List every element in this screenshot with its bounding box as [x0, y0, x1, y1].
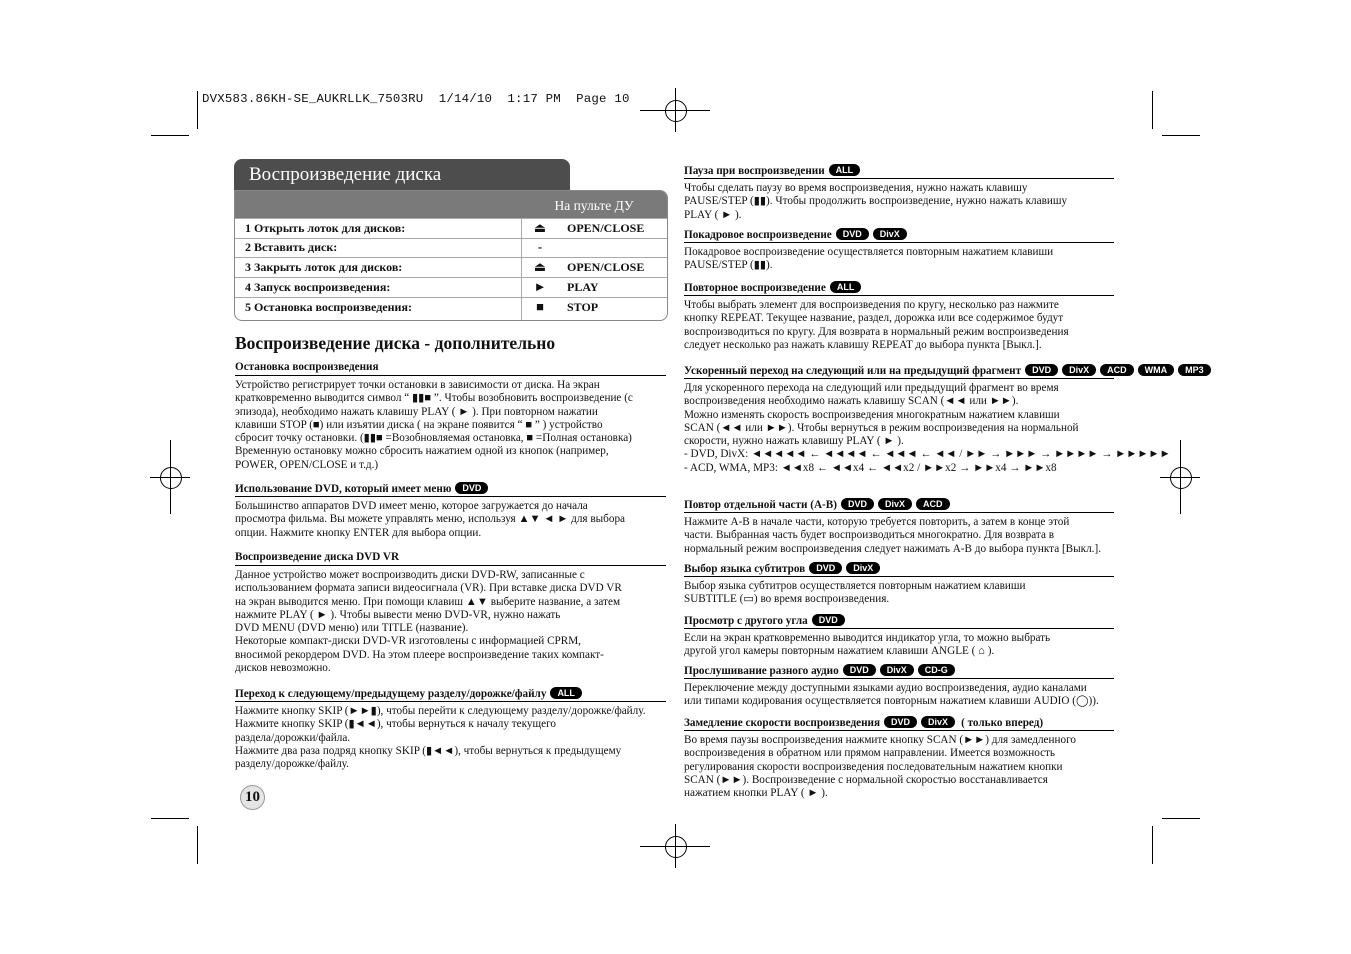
section-heading-text: Пауза при воспроизведении — [684, 165, 825, 177]
disc-type-badge: DVD — [843, 664, 876, 676]
section-body — [684, 299, 1134, 352]
steps-table — [234, 190, 668, 321]
stop-icon: ■ — [536, 299, 544, 314]
body-line: разделу/дорожке/файлу. — [235, 758, 349, 771]
section-heading-text: Воспроизведение диска DVD VR — [235, 551, 400, 563]
disc-type-badge: ALL — [550, 687, 582, 699]
body-line: Устройство регистрирует точки остановки в зависимости от диска. На экран — [235, 379, 600, 391]
section-heading-text: Повторное воспроизведение — [684, 282, 826, 294]
body-line: SUBTITLE (▭) во время воспроизведения. — [684, 593, 890, 606]
body-line: скорости, нужно нажать клавишу PLAY ( ► ). — [684, 435, 904, 448]
body-line: Покадровое воспроизведение осуществляется повторным нажатием клавиши — [684, 246, 1054, 258]
body-line: воспроизведения в обратном или прямом направлении. Имеется возможность — [684, 747, 1056, 760]
table-header-left — [235, 191, 521, 218]
disc-type-badge: DVD — [812, 614, 845, 626]
disc-type-badge: ALL — [830, 281, 862, 293]
section-heading-text: Покадровое воспроизведение — [684, 229, 832, 241]
body-line: раздела/дорожки/файла. — [235, 731, 351, 744]
heading-rule — [235, 701, 666, 702]
body-line: Переключение между доступными языками аудио воспроизведения, аудио каналами — [684, 682, 1087, 694]
heading-rule — [684, 178, 1114, 179]
section-heading-text: Замедление скорости воспроизведения — [684, 717, 881, 729]
section-body — [684, 734, 1134, 800]
section-heading-text: Прослушивание разного аудио — [684, 665, 839, 677]
heading-rule — [684, 678, 1114, 679]
body-line: нажмите PLAY ( ► ). Чтобы вывести меню DVD-VR, нужно нажать — [235, 608, 561, 621]
heading-rule — [235, 496, 666, 497]
body-line: PAUSE/STEP (▮▮). Чтобы продолжить воспроизведение, нужно нажать клавишу — [684, 195, 1068, 208]
body-line: Данное устройство может воспроизводить диски DVD-RW, записанные с — [235, 569, 585, 581]
body-line: воспроизведения необходимо нажать клавишу SCAN (◄◄ или ►►). — [684, 395, 1019, 408]
body-line: Нажмите A-B в начале части, которую требуется повторить, а затем в конце этой — [684, 516, 1070, 528]
disc-type-badge: DVD — [1025, 364, 1058, 376]
body-line: на экран выводится меню. При помощи клавиш ▲▼ выберите название, а затем — [235, 595, 621, 608]
section-heading-text: Ускоренный переход на следующий или на предыдущий фрагмент — [684, 365, 1022, 377]
body-line: Во время паузы воспроизведения нажмите кнопку SCAN (►►) для замедленного — [684, 734, 1076, 746]
disc-type-badge: WMA — [1138, 364, 1175, 376]
eject-icon: ⏏ — [533, 220, 547, 235]
play-icon: ► — [533, 279, 547, 294]
body-line: Можно изменять скорость воспроизведения многократным нажатием клавиши — [684, 408, 1060, 421]
step-label: 2 Вставить диск: — [245, 240, 338, 254]
body-line: воспроизводиться по кругу. Для возврата в нормальный режим воспроизведения — [684, 325, 1069, 338]
heading-rule — [684, 628, 1114, 629]
body-line: опции. Нажмите кнопку ENTER для выбора опции. — [235, 526, 482, 539]
body-line: PLAY ( ► ). — [684, 208, 742, 221]
body-line: Некоторые компакт-диски DVD-VR изготовлены с информацией CPRM, — [235, 635, 581, 648]
body-line: - DVD, DivX: ◄◄◄◄◄ ← ◄◄◄◄ ← ◄◄◄ ← ◄◄ / ►► → ►►► → ►►►► → ►►►►► — [684, 448, 1171, 461]
button-name: OPEN/CLOSE — [567, 260, 645, 274]
table-row — [235, 277, 667, 297]
disc-type-badge: DivX — [873, 228, 907, 240]
body-line: Временную остановку можно сбросить нажатием одной из кнопок (например, — [235, 445, 609, 458]
body-line: SCAN (►►). Воспроизведение с нормальной скоростью восстанавливается — [684, 773, 1048, 786]
disc-type-badge: DivX — [880, 664, 914, 676]
disc-type-badge: DivX — [1062, 364, 1096, 376]
heading-rule — [684, 512, 1114, 513]
section-heading-text: Просмотр с другого угла — [684, 615, 808, 627]
disc-type-badge: CD-G — [918, 664, 955, 676]
section-heading — [235, 551, 666, 563]
heading-rule — [684, 730, 1114, 731]
button-name: OPEN/CLOSE — [567, 221, 645, 235]
heading-rule — [684, 242, 1114, 243]
section-body — [235, 379, 686, 472]
section-subtitle: Воспроизведение диска - дополнительно — [235, 333, 556, 353]
disc-type-badge: ACD — [916, 498, 950, 510]
disc-type-badge: DVD — [809, 562, 842, 574]
section-heading-text: Переход к следующему/предыдущему разделу/дорожке/файлу — [235, 688, 547, 700]
body-line: эпизода), необходимо нажать клавишу PLAY ( ► ). При повторном нажатии — [235, 405, 598, 418]
heading-rule — [684, 378, 1114, 379]
heading-rule — [235, 565, 666, 566]
body-line: нормальный режим воспроизведения следует нажимать A-B до выбора пункта [Выкл.]. — [684, 542, 1101, 555]
disc-type-badge: DivX — [921, 716, 955, 728]
table-row — [235, 218, 667, 238]
section-heading — [235, 687, 666, 700]
step-label: 4 Запуск воспроизведения: — [245, 280, 391, 294]
body-line: POWER, OPEN/CLOSE и т.д.) — [235, 458, 379, 471]
disc-type-badge: DivX — [878, 498, 912, 510]
body-line: Нажмите два раза подряд кнопку SKIP (▮◄◄), чтобы вернуться к предыдущему — [235, 744, 622, 757]
heading-rule — [235, 375, 666, 376]
body-line: клавиши STOP (■) или изъятии диска ( на экране появится “ ■ ” ) устройство — [235, 418, 603, 431]
heading-suffix: ( только вперед) — [961, 717, 1044, 729]
section-heading — [235, 482, 666, 495]
body-line: Если на экран кратковременно выводится индикатор угла, то можно выбрать — [684, 632, 1051, 644]
heading-rule — [684, 576, 1114, 577]
section-body — [235, 500, 686, 540]
button-name: STOP — [567, 300, 599, 314]
section-body — [684, 632, 1134, 659]
section-heading — [684, 562, 1114, 575]
body-line: - ACD, WMA, MP3: ◄◄x8 ← ◄◄x4 ← ◄◄x2 / ►►x2 → ►►x4 → ►►x8 — [684, 461, 1057, 474]
heading-rule — [684, 295, 1114, 296]
body-line: дисков невозможно. — [235, 662, 331, 675]
section-heading — [684, 228, 1114, 241]
section-body — [684, 182, 1134, 222]
body-line: кратковременно выводится символ “ ▮▮■ ”. Чтобы возобновить воспроизведение (с — [235, 392, 633, 405]
section-heading-text: Выбор языка субтитров — [684, 563, 806, 575]
body-line: другой угол камеры повторным нажатием клавиши ANGLE ( ⌂ ). — [684, 645, 995, 658]
section-heading — [684, 364, 1204, 377]
section-heading — [684, 664, 1114, 677]
disc-type-badge: DVD — [836, 228, 869, 240]
disc-type-badge: DivX — [846, 562, 880, 574]
disc-type-badge: ALL — [829, 164, 861, 176]
section-heading — [684, 614, 1114, 627]
body-line: регулирования скорости воспроизведения последовательным нажатием кнопки — [684, 760, 1063, 773]
disc-type-badge: ACD — [1100, 364, 1134, 376]
body-line: следует несколько раз нажать клавишу REPEAT до выбора пункта [Выкл.]. — [684, 338, 1042, 351]
section-body — [235, 569, 686, 675]
body-line: Для ускоренного перехода на следующий или предыдущий фрагмент во время — [684, 382, 1059, 394]
body-line: кнопку REPEAT. Текущее название, раздел, дорожка или все содержимое будут — [684, 312, 1064, 325]
eject-icon: ⏏ — [533, 259, 547, 274]
disc-type-badge: DVD — [884, 716, 917, 728]
step-label: 3 Закрыть лоток для дисков: — [245, 260, 403, 274]
body-line: просмотра фильма. Вы можете управлять меню, используя ▲▼ ◄ ► для выбора — [235, 513, 626, 526]
table-header-remote: На пульте ДУ — [521, 191, 667, 218]
section-body — [684, 382, 1171, 475]
table-row — [235, 237, 667, 257]
section-body — [235, 705, 686, 771]
section-body — [684, 682, 1134, 709]
step-label: 1 Открыть лоток для дисков: — [245, 221, 406, 235]
page-number: 10 — [240, 785, 265, 810]
body-line: DVD MENU (DVD меню) или TITLE (название). — [235, 622, 469, 635]
page-title: Воспроизведение диска — [234, 159, 570, 191]
body-line: вносимой рекордером DVD. На этом плеере воспроизведение таких компакт- — [235, 648, 604, 661]
section-heading — [235, 361, 666, 373]
body-line: использованием формата записи видеосигнала (VR). При вставке диска DVD VR — [235, 582, 622, 595]
body-line: части. Выбранная часть будет воспроизводиться многократно. Для возврата в — [684, 529, 1054, 542]
disc-type-badge: DVD — [841, 498, 874, 510]
body-line: сбросит точку остановки. (▮▮■ =Возобновляемая остановка, ■ =Полная остановка) — [235, 432, 632, 445]
section-heading-text: Повтор отдельной части (A-B) — [684, 499, 837, 511]
section-heading — [684, 164, 1114, 177]
dash-icon: - — [537, 239, 543, 254]
body-line: нажатием кнопки PLAY ( ► ). — [684, 787, 828, 800]
disc-type-badge: DVD — [455, 482, 488, 494]
section-body — [684, 580, 1134, 607]
body-line: Нажмите кнопку SKIP (▮◄◄), чтобы вернуться к началу текущего — [235, 718, 556, 731]
body-line: Выбор языка субтитров осуществляется повторным нажатием клавиши — [684, 580, 1026, 592]
body-line: или типами кодирования осуществляется повторным нажатием клавиши AUDIO (◯)). — [684, 695, 1099, 708]
print-slug-line: DVX583.86KH-SE_AUKRLLK_7503RU 1/14/10 1:17 PM Page 10 — [202, 92, 630, 106]
section-heading-text: Остановка воспроизведения — [235, 361, 379, 373]
step-label: 5 Остановка воспроизведения: — [245, 300, 412, 314]
section-heading-text: Использование DVD, который имеет меню — [235, 483, 452, 495]
section-heading — [684, 716, 1114, 729]
body-line: Чтобы сделать паузу во время воспроизведения, нужно нажать клавишу — [684, 182, 1028, 194]
table-row — [235, 257, 667, 277]
section-heading — [684, 498, 1114, 511]
section-body — [684, 516, 1134, 556]
body-line: Чтобы выбрать элемент для воспроизведения по кругу, несколько раз нажмите — [684, 299, 1059, 311]
table-row — [235, 297, 667, 317]
disc-type-badge: MP3 — [1178, 364, 1211, 376]
body-line: SCAN (◄◄ или ►►). Чтобы вернуться в режим воспроизведения на нормальной — [684, 421, 1079, 434]
body-line: Большинство аппаратов DVD имеет меню, которое загружается до начала — [235, 500, 588, 512]
button-name: PLAY — [567, 280, 599, 294]
body-line: PAUSE/STEP (▮▮). — [684, 259, 773, 272]
body-line: Нажмите кнопку SKIP (►►▮), чтобы перейти к следующему разделу/дорожке/файлу. — [235, 705, 646, 717]
section-heading — [684, 281, 1114, 294]
section-body — [684, 246, 1134, 273]
